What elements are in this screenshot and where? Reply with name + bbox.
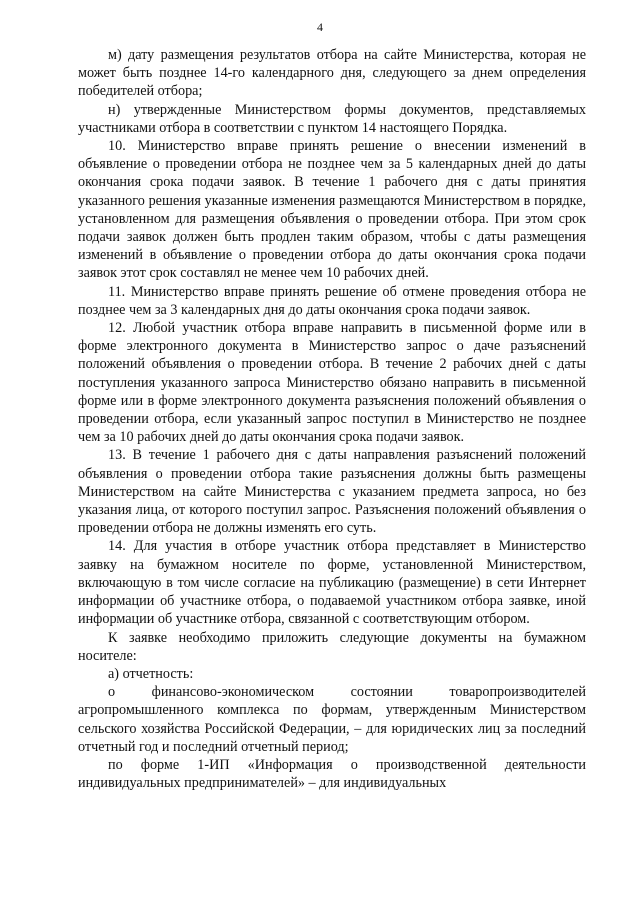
- paragraph-11: 11. Министерство вправе принять решение об отмене проведения отбора не позднее чем за 3 календарных дня до даты окончания срока подачи заявок.: [78, 283, 586, 318]
- paragraph-14: 14. Для участия в отборе участник отбора представляет в Министерство заявку на бумажном носителе по форме, установленной Министерством, включающую в том числе согласие на публикацию (размещение) в сети Интернет информации об участнике отбора, о подаваемой участником отбора заявке, иной информации об участнике отбора, связанной с соответствующим отбором.: [78, 538, 586, 628]
- paragraph-a-1ip: по форме 1-ИП «Информация о производственной деятельности индивидуальных предпринимателей» – для индивидуальных: [78, 756, 586, 792]
- paragraph-13: 13. В течение 1 рабочего дня с даты направления разъяснений положений объявления о проведении отбора такие разъяснения должны быть размещены Министерством на сайте Министерства с указанием предмета запроса, но без указания лица, от которого поступил запрос. Разъяснения положений объявления о проведении отбора не должны изменять его суть.: [78, 447, 586, 537]
- paragraph-10: 10. Министерство вправе принять решение о внесении изменений в объявление о проведении отбора не позднее чем за 5 календарных дней до даты окончания срока подачи заявок. В течение 1 рабочего дня с даты принятия указанного решения указанные изменения размещаются Министерством в порядке, установленном для размещения объявления о проведении отбора. При этом срок подачи заявок должен быть продлен таким образом, чтобы с даты размещения изменений в объявление о проведении отбора до даты окончания срока подачи заявок этот срок составлял не менее чем 10 рабочих дней.: [78, 138, 586, 282]
- paragraph-attachments: К заявке необходимо приложить следующие документы на бумажном носителе:: [78, 629, 586, 664]
- paragraph-m: м) дату размещения результатов отбора на сайте Министерства, которая не может быть позднее 14-го календарного дня, следующего за днем определения победителей отбора;: [78, 47, 586, 100]
- paragraph-12: 12. Любой участник отбора вправе направить в письменной форме или в форме электронного документа в Министерство запрос о даче разъяснений положений объявления о проведении отбора. В течение 2 рабочих дней с даты поступления указанного запроса Министерство обязано направить в письменной форме или в форме электронного документа разъяснения положений объявления о проведении отбора, если указанный запрос поступил в Министерство не позднее чем за 10 рабочих дней до даты окончания срока подачи заявок.: [78, 320, 586, 446]
- page-number: 4: [317, 20, 323, 34]
- paragraph-n: н) утвержденные Министерством формы документов, представляемых участниками отбора в соответствии с пунктом 14 настоящего Порядка.: [78, 101, 586, 136]
- document-body: [78, 46, 586, 792]
- paragraph-a-financial: о финансово-экономическом состоянии товаропроизводителей агропромышленного комплекса по формам, утвержденным Министерством сельского хозяйства Российской Федерации, – для юридических лиц за последний отчетный год и последний отчетный период;: [78, 684, 586, 755]
- paragraph-a: а) отчетность:: [108, 665, 194, 682]
